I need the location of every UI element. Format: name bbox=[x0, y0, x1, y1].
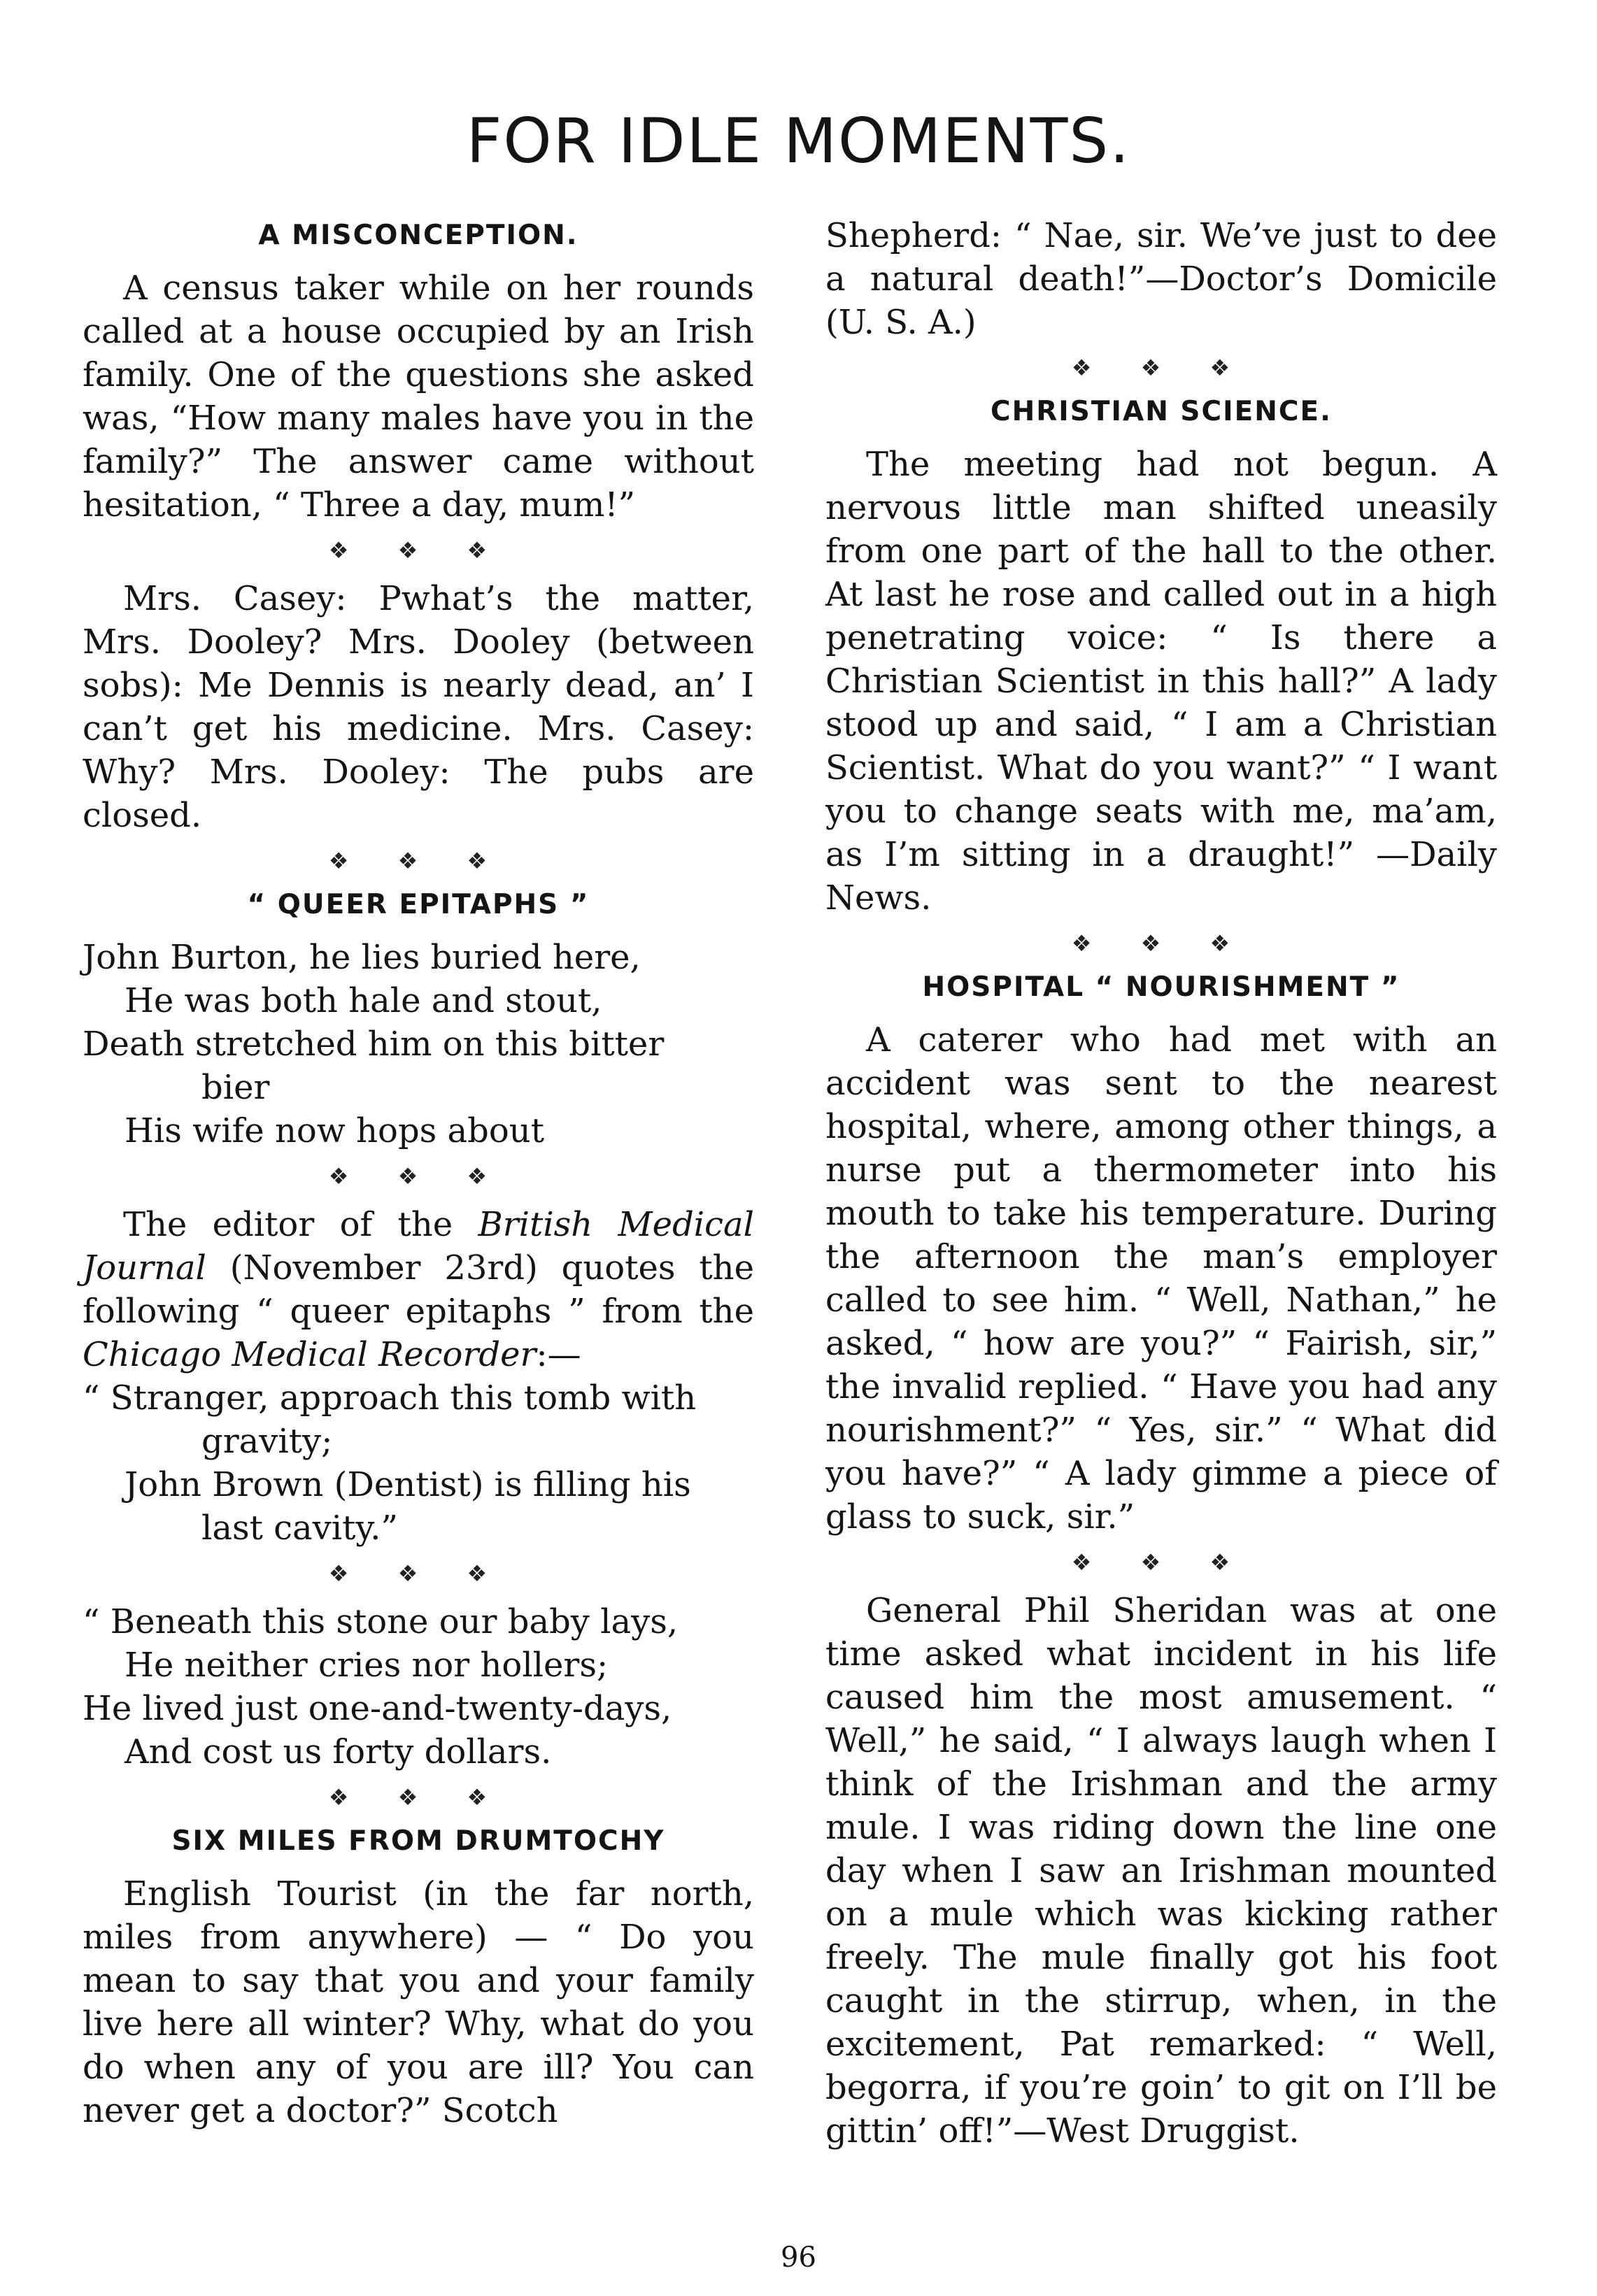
verse-line: His wife now hops about bbox=[125, 1111, 544, 1150]
nourishment-text: A caterer who had met with an accident was sent to the nearest hospital, where, among other things, a nurse put a thermometer into his mouth to take his temperature. During the afternoon the man’s employer called to see him. “ Well, Nathan,” he asked, “ how are you?” “ Fairish, sir,” the invalid replied. “ Have you had any nourishment?” “ Yes, sir.” “ What did you have?” “ A lady gimme a piece of glass to suck, sir.” bbox=[825, 1020, 1497, 1536]
sheridan-text: General Phil Sheridan was at one time asked what incident in his life caused him the most amusement. “ Well,” he said, “ I always laugh when I think of the Irishman and the army mule. I was riding down the line one day when I saw an Irishman mounted on a mule which was kicking rather freely. The mule finally got his foot caught in the stirrup, when, in the excitement, Pat remarked: “ Well, begorra, if you’re goin’ to git on I’ll be gittin’ off!”—West Druggist. bbox=[825, 1591, 1497, 2151]
christian-science-text: The meeting had not begun. A nervous little man shifted uneasily from one part of the hall to the other. At last he rose and called out in a high penetrating voice: “ Is there a Christian Scientist in this hall?” A lady stood up and said, “ I am a Christian Scientist. What do you want?” “ I want you to change seats with me, ma’am, as I’m sitting in a draught!” —Daily News. bbox=[825, 445, 1497, 918]
ornament-divider: ❖ ❖ ❖ bbox=[1071, 1549, 1251, 1576]
verse-line: He neither cries nor hollers; bbox=[125, 1646, 609, 1685]
ornament-divider: ❖ ❖ ❖ bbox=[328, 1784, 509, 1811]
casey-text: Mrs. Casey: Pwhat’s the matter, Mrs. Dooley? Mrs. Dooley (between sobs): Me Dennis is nearly dead, an’ I can’t get his medicine. Mrs. Casey: Why? Mrs. Dooley: The pubs are closed. bbox=[83, 579, 754, 835]
epitaph-verse-burton bbox=[83, 936, 754, 1153]
verse-line: last cavity.” bbox=[201, 1509, 398, 1548]
verse-line: And cost us forty dollars. bbox=[125, 1732, 552, 1771]
intro-part: The editor of the bbox=[123, 1205, 478, 1244]
drumtochy-continuation: Shepherd: “ Nae, sir. We’ve just to dee a natural death!”—Doctor’s Domicile (U. S. A.) bbox=[825, 216, 1497, 342]
verse-line: “ Stranger, approach this tomb with bbox=[83, 1378, 697, 1418]
verse-line: “ Beneath this stone our baby lays, bbox=[83, 1602, 679, 1641]
heading-christian-science: CHRISTIAN SCIENCE. bbox=[991, 396, 1332, 427]
verse-line: gravity; bbox=[201, 1422, 333, 1461]
heading-hospital-nourishment: HOSPITAL “ NOURISHMENT ” bbox=[922, 971, 1400, 1003]
epitaphs-intro bbox=[83, 1203, 754, 1376]
ornament-divider: ❖ ❖ ❖ bbox=[328, 848, 509, 874]
verse-line: bier bbox=[201, 1068, 270, 1107]
right-column bbox=[825, 214, 1497, 2153]
ornament-divider: ❖ ❖ ❖ bbox=[1071, 355, 1251, 381]
misconception-text: A census taker while on her rounds called at a house occupied by an Irish family. One of the questions she asked was, “How many males have you in the family?” The answer came without hesitation, “ Three a day, mum!” bbox=[83, 269, 754, 525]
verse-line: John Brown (Dentist) is filling his bbox=[125, 1465, 691, 1504]
verse-line: He lived just one-and-twenty-days, bbox=[83, 1689, 672, 1728]
intro-part: :— bbox=[536, 1335, 581, 1374]
heading-misconception: A MISCONCEPTION. bbox=[258, 220, 579, 251]
page-number: 96 bbox=[781, 2241, 816, 2274]
ornament-divider: ❖ ❖ ❖ bbox=[1071, 930, 1251, 957]
ornament-divider: ❖ ❖ ❖ bbox=[328, 1163, 509, 1190]
epitaph-verse-dentist bbox=[83, 1376, 754, 1550]
ornament-divider: ❖ ❖ ❖ bbox=[328, 537, 509, 564]
ornament-divider: ❖ ❖ ❖ bbox=[328, 1560, 509, 1587]
heading-queer-epitaphs: “ QUEER EPITAPHS ” bbox=[247, 889, 590, 920]
heading-drumtochy: SIX MILES FROM DRUMTOCHY bbox=[171, 1825, 665, 1857]
left-column bbox=[83, 214, 754, 2132]
page-title: FOR IDLE MOMENTS. bbox=[466, 105, 1131, 177]
drumtochy-text: English Tourist (in the far north, miles from anywhere) — “ Do you mean to say that you and your family live here all winter? Why, what do you do when any of you are ill? You can never get a doctor?” Scotch bbox=[83, 1874, 754, 2130]
verse-line: He was both hale and stout, bbox=[125, 981, 602, 1020]
epitaph-verse-baby bbox=[83, 1600, 754, 1774]
verse-line: John Burton, he lies buried here, bbox=[83, 938, 641, 977]
verse-line: Death stretched him on this bitter bbox=[83, 1025, 665, 1064]
intro-part: (November 23rd) quotes the following “ queer epitaphs ” from the bbox=[83, 1248, 754, 1331]
journal-title: British Medical Journal bbox=[83, 1205, 754, 1288]
recorder-title: Chicago Medical Recorder bbox=[83, 1335, 537, 1374]
